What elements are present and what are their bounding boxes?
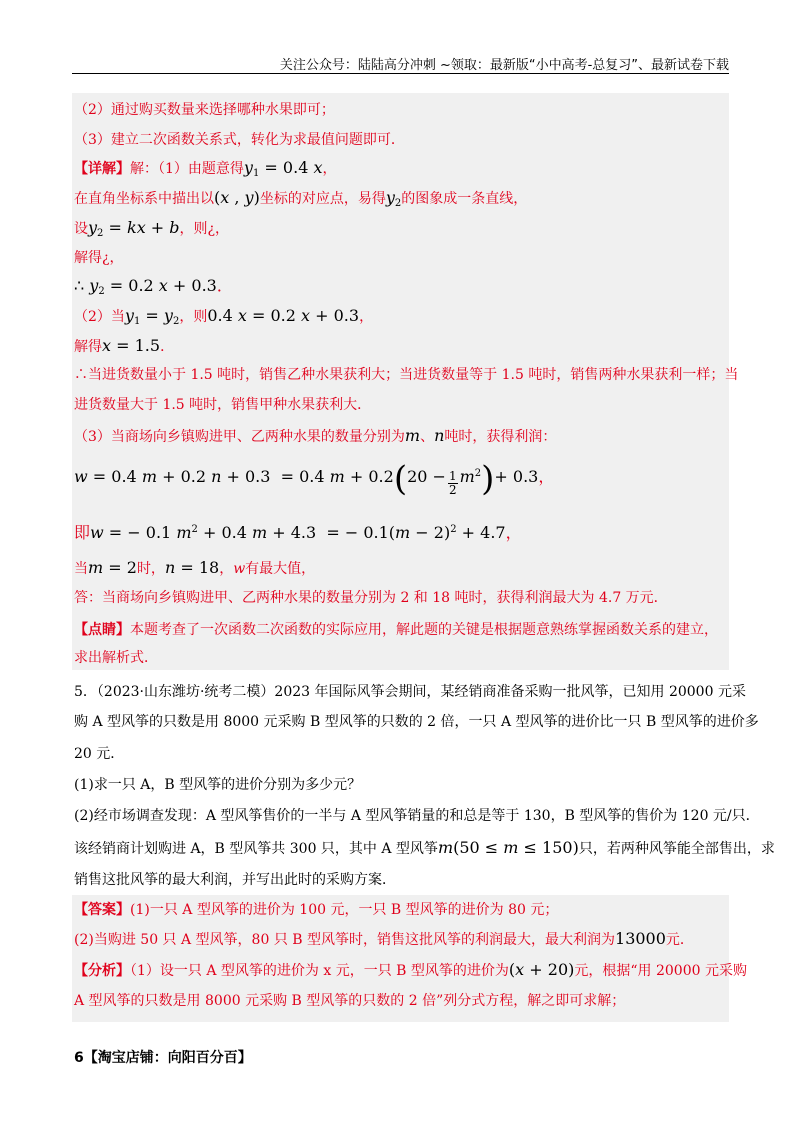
comment-line: 【点睛】本题考查了一次函数二次函数的实际应用，解此题的关键是根据题意熟练掌握函数关系的建立，: [74, 622, 718, 638]
question-5-line-1: 5．（2023·山东潍坊·统考二模）2023 年国际风筝会期间，某经销商准备采购一批风筝，已知用 20000 元采: [74, 684, 746, 700]
solution-line-15: 当m = 2时，n = 18，w有最大值，: [74, 558, 316, 577]
formula-y1: $y_1 = 0.4$ x: [243, 158, 323, 179]
solution-line-12: （3）当商场向乡镇购进甲、乙两种水果的数量分别为m、n吨时，获得利润：: [74, 426, 557, 445]
page-header: 关注公众号：陆陆高分冲刺 ~领取：最新版“小中高考-总复习”、最新试卷下载: [279, 58, 729, 73]
question-5-line-6: 该经销商计划购进 A，B 型风筝共 300 只，其中 A 型风筝m(50 ≤ m ≤ 150)只，若两种风筝能全部售出，求: [74, 838, 775, 857]
page-footer: 6【淘宝店铺：向阳百分百】: [74, 1050, 252, 1066]
solution-line-8: （2）当$y_1 = y_2$，则0.4 x = 0.2 x + 0.3，: [74, 306, 374, 327]
solution-line-9: 解得x = 1.5．: [74, 336, 175, 355]
solution-answer-line: 答：当商场向乡镇购进甲、乙两种水果的数量分别为 2 和 18 吨时，获得利润最大为 4.7 万元．: [74, 590, 668, 606]
comment-tag: 【点睛】: [74, 622, 130, 638]
analysis-line-2: A 型风筝的只数是用 8000 元采购 B 型风筝的只数的 2 倍”列分式方程，解之即可求解；: [74, 993, 626, 1009]
solution-line-1: （2）通过购买数量来选择哪种水果即可；: [74, 102, 335, 118]
analysis-line-1: 【分析】（1）设一只 A 型风筝的进价为 x 元，一只 B 型风筝的进价为(x + 20)元，根据“用 20000 元采购: [74, 960, 747, 979]
formula-w-2: 即w = − 0.1 $m^2 + 0.4$ m + 4.3 = − $0.1(m - 2)^2 + 4.7$，: [74, 523, 522, 542]
solution-line-11: 进货数量大于 1.5 吨时，销售甲种水果获利大．: [74, 397, 372, 413]
question-5-line-2: 购 A 型风筝的只数是用 8000 元采购 B 型风筝的只数的 2 倍，一只 A 型风筝的进价比一只 B 型风筝的进价多: [74, 714, 759, 730]
answer-line-2: (2)当购进 50 只 A 型风筝，80 只 B 型风筝时，销售这批风筝的利润最大，最大利润为13000元．: [74, 929, 694, 948]
formula-w-1: w = 0.4 m + 0.2 n + 0.3 = 0.4 m + 0.2(20 − $\frac{1}{2}$ $m^2)+ 0.3$，: [74, 459, 555, 499]
question-5-part-2: (2)经市场调查发现：A 型风筝售价的一半与 A 型风筝销量的和总是等于 130，B 型风筝的售价为 120 元/只．: [74, 808, 760, 824]
formula-y2-result: ∴ $y_2 = 0.2$ x + 0.3．: [74, 276, 233, 297]
analysis-tag: 【分析】: [74, 963, 130, 979]
detail-tag: 【详解】: [74, 161, 130, 177]
question-5-line-3: 20 元．: [74, 746, 125, 762]
solution-line-2: （3）建立二次函数关系式，转化为求最值问题即可．: [74, 132, 405, 148]
answer-tag: 【答案】: [74, 902, 130, 918]
question-5-part-1: (1)求一只 A，B 型风筝的进价分别为多少元？: [74, 777, 362, 793]
solution-line-10: ∴当进货数量小于 1.5 吨时，销售乙种水果获利大；当进货数量等于 1.5 吨时，销售两种水果获利一样；当: [74, 367, 739, 383]
answer-line-1: 【答案】(1)一只 A 型风筝的进价为 100 元，一只 B 型风筝的进价为 80 元；: [74, 902, 559, 918]
comment-line-2: 求出解析式．: [74, 650, 158, 666]
solution-line-4: 在直角坐标系中描出以(x , y)坐标的对应点，易得$y_2$的图象成一条直线，: [74, 188, 528, 209]
solution-line-5: 设$y_2$ = kx + b，则¿，: [74, 218, 230, 239]
question-5-line-7: 销售这批风筝的最大利润，并写出此时的采购方案．: [74, 872, 396, 888]
header-divider: [72, 73, 729, 74]
solution-line-6: 解得¿，: [74, 250, 124, 266]
detail-line: 【详解】解：（1）由题意得$y_1 = 0.4$ x，: [74, 158, 337, 179]
